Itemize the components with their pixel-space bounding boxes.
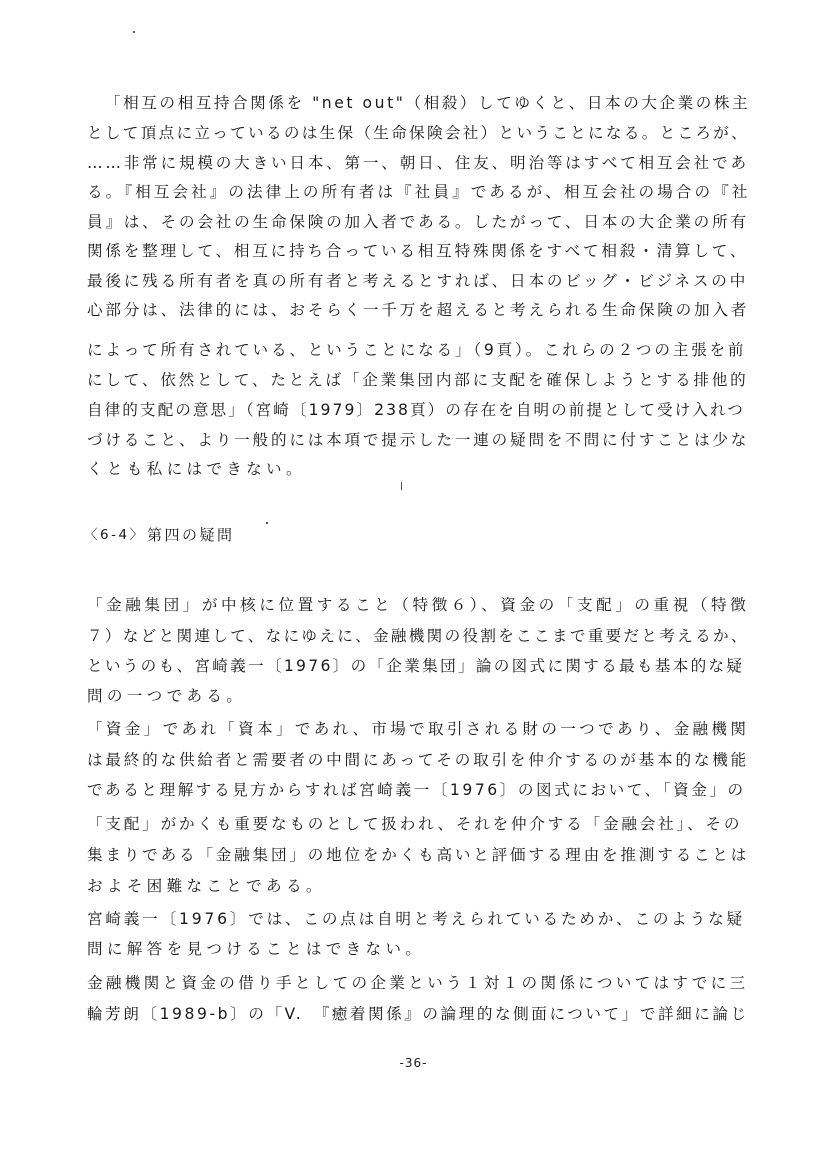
text-line: 金融機関と資金の借り手としての企業という１対１の関係についてはすでに三 xyxy=(87,974,749,992)
text-line: 問の一つである。 xyxy=(87,687,247,705)
text-line: 輪芳朗〔1989-b〕の「V. 『癒着関係』の論理的な側面について」で詳細に論じ xyxy=(87,1005,749,1023)
text-line: およそ困難なことである。 xyxy=(87,877,326,895)
scan-speck xyxy=(266,522,268,524)
text-line: 「金融集団」が中核に位置すること（特徴６）、資金の「支配」の重視（特徴 xyxy=(87,596,750,614)
text-line: であると理解する見方からすれば宮崎義一〔1976〕の図式において、「資金」の xyxy=(87,781,746,799)
text-line: づけること、より一般的には本項で提示した一連の疑問を不問に付すことは少な xyxy=(87,431,750,449)
text-line: 最後に残る所有者を真の所有者と考えるとすれば、日本のビッグ・ビジネスの中 xyxy=(87,272,749,290)
text-line: 関係を整理して、相互に持ち合っている相互特殊関係をすべて相殺・清算して、 xyxy=(87,242,749,260)
text-line: 自律的支配の意思」（宮崎〔1979〕238頁）の存在を自明の前提として受け入れつ xyxy=(87,401,745,419)
text-line: というのも、宮崎義一〔1976〕の「企業集団」論の図式に関する最も基本的な疑 xyxy=(87,657,745,675)
text-line: ７）などと関連して、なにゆえに、金融機関の役割をここまで重要だと考えるか、 xyxy=(87,627,749,645)
page-number: -36- xyxy=(399,1056,428,1070)
section-title: 第四の疑問 xyxy=(147,526,235,544)
text-line: として頂点に立っているのは生保（生命保険会社）ということになる。ところが、 xyxy=(87,124,750,142)
text-line: によって所有されている、ということになる」（9頁）。これらの２つの主張を前 xyxy=(87,341,747,359)
scan-speck xyxy=(133,31,135,33)
scan-speck xyxy=(401,482,402,490)
text-line: 心部分は、法律的には、おそらく一千万を超えると考えられる生命保険の加入者 xyxy=(87,301,750,319)
text-line: ……非常に規模の大きい日本、第一、朝日、住友、明治等はすべて相互会社であ xyxy=(87,154,749,172)
text-line: にして、依然として、たとえば「企業集団内部に支配を確保しようとする排他的 xyxy=(87,371,749,389)
text-line: 員』は、その会社の生命保険の加入者である。したがって、日本の大企業の所有 xyxy=(87,213,749,231)
text-line: 宮崎義一〔1976〕では、この点は自明と考えられているためか、このような疑 xyxy=(87,910,745,928)
text-line: くとも私にはできない。 xyxy=(87,460,306,478)
section-number: 〈6-4〉 xyxy=(84,527,146,543)
text-line: 「支配」がかくも重要なものとして扱われ、それを仲介する「金融会社」、その xyxy=(87,815,743,833)
text-line: る。『相互会社』の法律上の所有者は『社員』であるが、相互会社の場合の『社 xyxy=(87,183,751,201)
text-line: は最終的な供給者と需要者の中間にあってその取引を仲介するのが基本的な機能 xyxy=(87,751,750,769)
text-line: 集まりである「金融集団」の地位をかくも高いと評価する理由を推測することは xyxy=(87,846,750,864)
text-line: 問に解答を見つけることはできない。 xyxy=(87,940,426,958)
text-line: 「相互の相互持合関係を "net out"（相殺）してゆくと、日本の大企業の株主 xyxy=(105,94,751,112)
text-line: 「資金」であれ「資本」であれ、市場で取引される財の一つであり、金融機関 xyxy=(87,720,750,738)
